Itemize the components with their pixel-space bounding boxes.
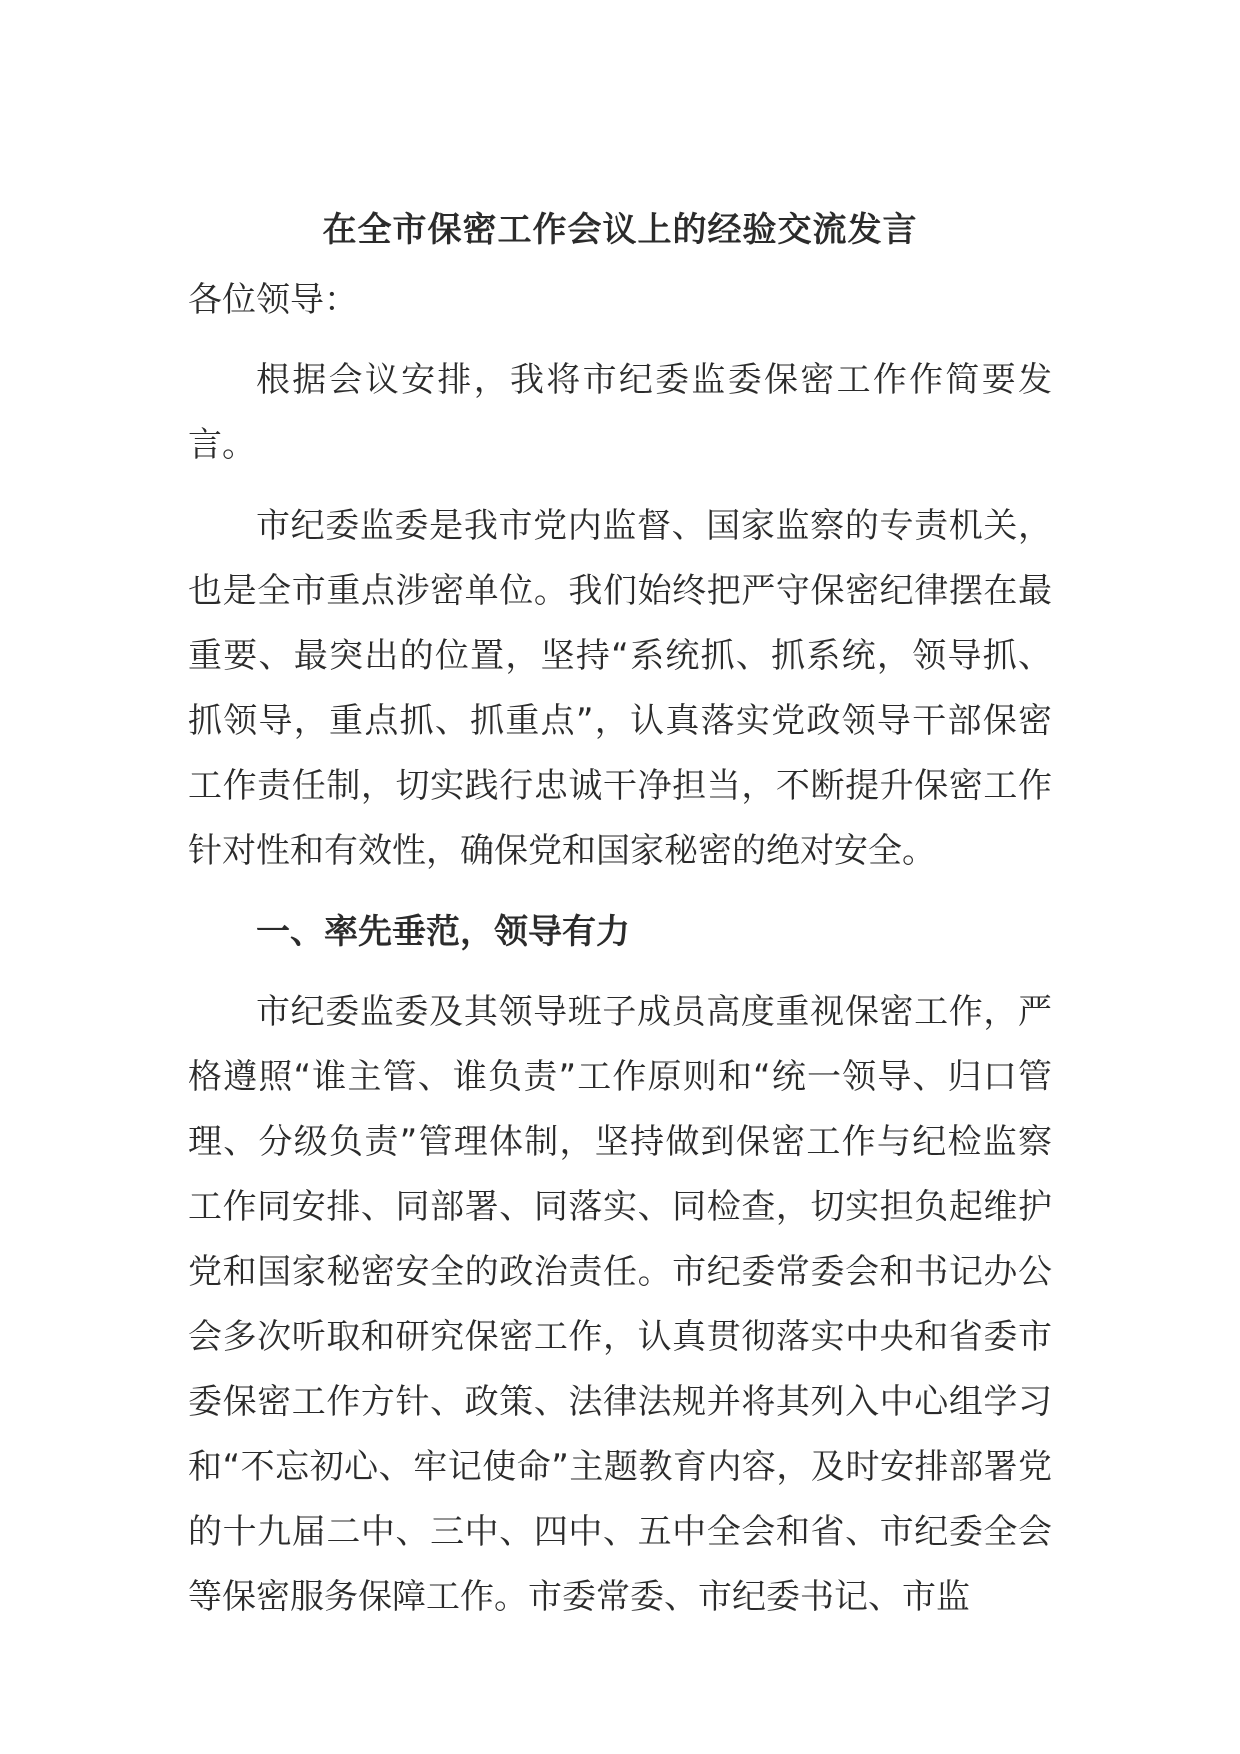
section-1-paragraph: 市纪委监委及其领导班子成员高度重视保密工作，严格遵照“谁主管、谁负责”工作原则和“统一领导、归口管理、分级负责”管理体制，坚持做到保密工作与纪检监察工作同安排、同部署、同落实、同检查，切实担负起维护党和国家秘密安全的政治责任。市纪委常委会和书记办公会多次听取和研究保密工作，认真贯彻落实中央和省委市委保密工作方针、政策、法律法规并将其列入中心组学习和“不忘初心、牢记使命”主题教育内容，及时安排部署党的十九届二中、三中、四中、五中全会和省、市纪委全会等保密服务保障工作。市委常委、市纪委书记、市监	[188, 992, 1052, 1617]
section-heading-1: 一、率先垂范，领导有力	[256, 912, 630, 952]
paragraph-intro: 根据会议安排，我将市纪委监委保密工作作简要发言。	[188, 360, 1052, 465]
salutation: 各位领导：	[188, 280, 358, 320]
document-title: 在全市保密工作会议上的经验交流发言	[322, 210, 918, 250]
paragraph-overview: 市纪委监委是我市党内监督、国家监察的专责机关，也是全市重点涉密单位。我们始终把严守保密纪律摆在最重要、最突出的位置，坚持“系统抓、抓系统，领导抓、抓领导，重点抓、抓重点”，认真落实党政领导干部保密工作责任制，切实践行忠诚干净担当，不断提升保密工作针对性和有效性，确保党和国家秘密的绝对安全。	[188, 506, 1052, 871]
document-body	[188, 200, 1052, 1646]
